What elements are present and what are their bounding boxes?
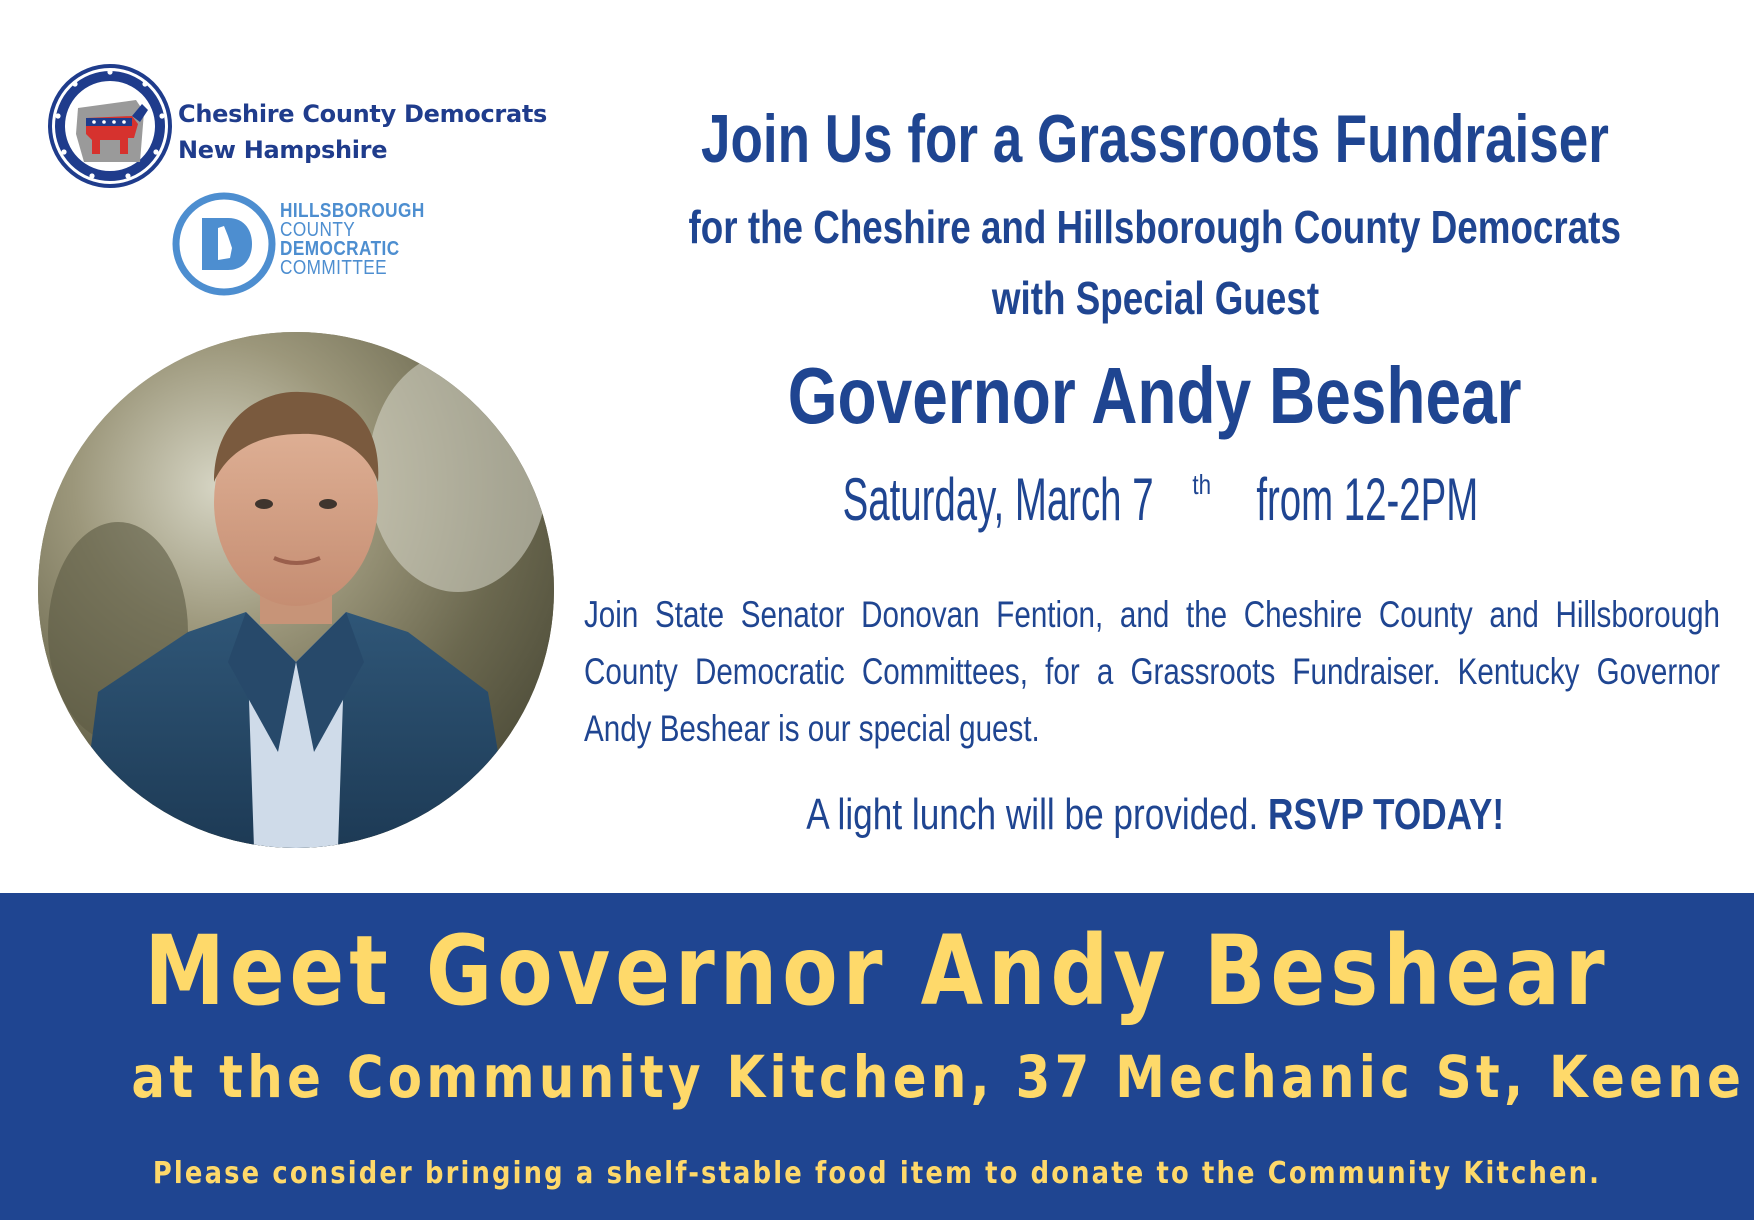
event-description-text: Join State Senator Donovan Fention, and the Cheshire County and Hillsborough County Democratic Committees, for a Grassroots Fundraiser. Kentucky Governor Andy Beshear is our special guest.	[584, 594, 1720, 749]
lunch-rsvp-wrap	[806, 790, 1504, 840]
event-date: Saturday, March 7	[842, 466, 1154, 533]
hillsborough-logo-line3: DEMOCRATIC	[280, 238, 400, 260]
hillsborough-committee-logo	[172, 192, 472, 302]
hillsborough-logo-line4: COMMITTEE	[280, 257, 388, 279]
banner-title	[0, 915, 1754, 1027]
event-title-text: Join Us for a Grassroots Fundraiser	[701, 101, 1609, 177]
hillsborough-logo-line1: HILLSBOROUGH	[280, 200, 425, 222]
event-subtitle	[560, 200, 1750, 254]
bottom-banner	[0, 893, 1754, 1220]
banner-location-text: at the Community Kitchen, 37 Mechanic St, Keene	[131, 1043, 1746, 1111]
event-title	[560, 100, 1750, 178]
d-new-hampshire-icon	[172, 192, 276, 296]
guest-name-text: Governor Andy Beshear	[788, 351, 1522, 440]
guest-name	[560, 350, 1750, 442]
event-time: from 12-2PM	[1256, 466, 1479, 533]
hillsborough-logo-line2: COUNTY	[280, 219, 356, 241]
cheshire-logo-text	[178, 96, 547, 168]
cheshire-county-democrats-logo	[48, 60, 558, 200]
lunch-text: A light lunch will be provided.	[806, 790, 1259, 839]
banner-location	[0, 1043, 1754, 1111]
banner-donation-note	[0, 1156, 1754, 1191]
guest-intro	[560, 271, 1750, 325]
hillsborough-logo-text	[280, 202, 425, 278]
banner-donation-note-text: Please consider bringing a shelf-stable food item to donate to the Community Kitchen.	[152, 1156, 1602, 1191]
guest-intro-text: with Special Guest	[991, 272, 1319, 324]
event-date-time	[560, 465, 1750, 534]
democrat-donkey-icon	[48, 64, 172, 188]
rsvp-callout: RSVP TODAY!	[1267, 790, 1504, 839]
event-date-time-wrap	[804, 465, 1506, 534]
portrait-illustration	[38, 332, 554, 848]
lunch-rsvp-line	[560, 790, 1750, 840]
event-date-suffix: th	[1192, 469, 1212, 500]
event-description	[584, 586, 1720, 757]
cheshire-logo-line1: Cheshire County Democrats	[178, 100, 548, 128]
banner-title-text: Meet Governor Andy Beshear	[144, 915, 1610, 1027]
governor-portrait-photo	[38, 332, 554, 848]
event-subtitle-text: for the Cheshire and Hillsborough County Democrats	[688, 201, 1622, 253]
cheshire-logo-line2: New Hampshire	[178, 136, 388, 164]
